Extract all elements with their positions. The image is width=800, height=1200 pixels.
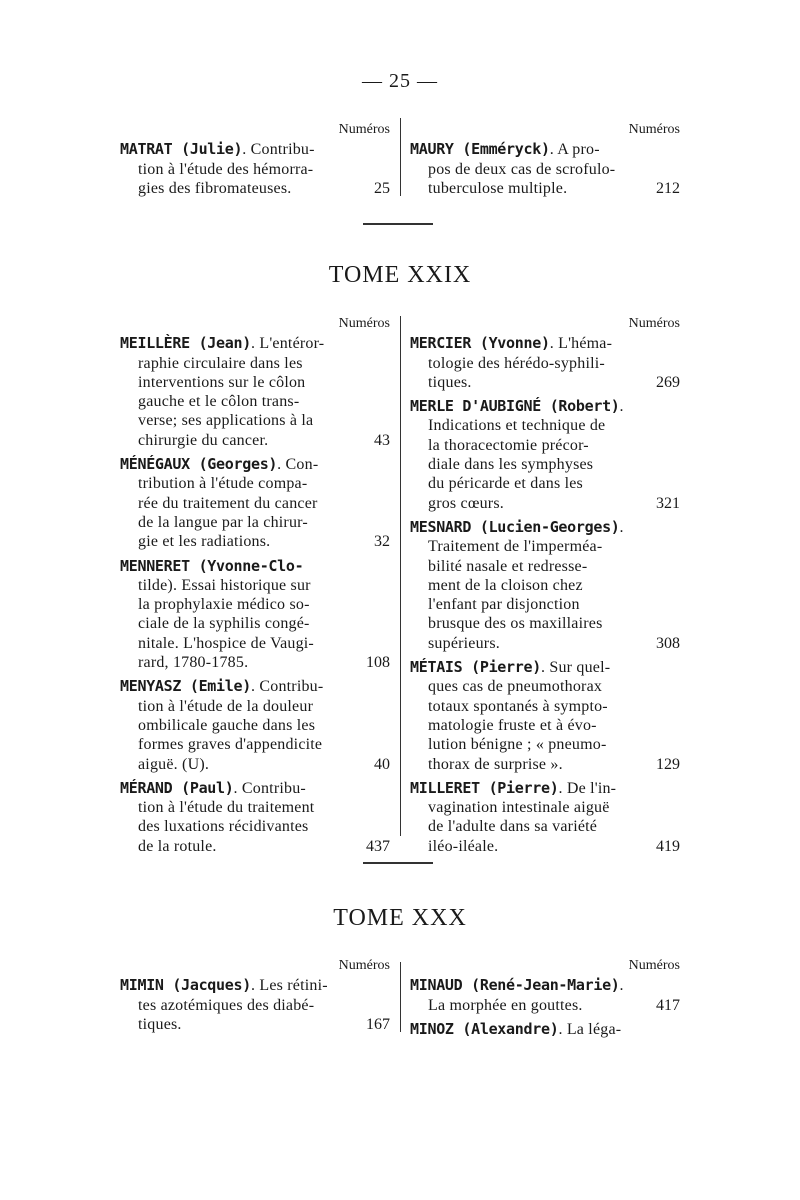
- entry-line: [120, 817, 390, 836]
- entry-first-line: [120, 677, 390, 696]
- column-top-left: [120, 120, 390, 203]
- author-name: MÉNÉGAUX (Georges): [120, 455, 278, 474]
- entry-line: [120, 755, 390, 774]
- entry-number: 212: [656, 179, 680, 197]
- entry-first-line: [120, 557, 390, 576]
- entry-text: raphie circulaire dans les: [138, 354, 303, 372]
- entry-line: [410, 595, 680, 614]
- entry-first-line: [410, 334, 680, 353]
- column-xxx-right: [410, 956, 680, 1044]
- entry-text: . La léga-: [558, 1020, 622, 1038]
- entry-line: [410, 179, 680, 198]
- entry-text: tion à l'étude de la douleur: [138, 697, 314, 715]
- entry-text: . De l'in-: [558, 779, 617, 797]
- entry-number: 321: [656, 494, 680, 512]
- entry-line: [120, 634, 390, 653]
- entry-text: La morphée en gouttes.: [428, 996, 583, 1014]
- entry-line: [410, 557, 680, 576]
- entry-text: nitale. L'hospice de Vaugi-: [138, 634, 314, 652]
- tome-xxx-title: TOME XXX: [333, 905, 467, 931]
- index-entry: [120, 455, 390, 551]
- entry-text: bilité nasale et redresse-: [428, 557, 588, 575]
- entry-line: [410, 735, 680, 754]
- entry-first-line: [410, 658, 680, 677]
- entry-line: [410, 474, 680, 493]
- index-entry: [410, 334, 680, 392]
- author-name: MIMIN (Jacques): [120, 976, 251, 995]
- entry-text: tiques.: [138, 1015, 182, 1033]
- section-divider-1: [363, 223, 433, 225]
- entry-text: lution bénigne ; « pneumo-: [428, 736, 607, 754]
- entry-text: . Contribu-: [242, 141, 315, 159]
- entry-number: 43: [374, 431, 390, 449]
- entry-text: de la langue par la chirur-: [138, 513, 308, 531]
- entry-line: [120, 735, 390, 754]
- entry-text: matologie fruste et à évo-: [428, 716, 597, 734]
- column-divider-xxix: [400, 316, 401, 836]
- index-entry: [410, 658, 680, 774]
- entry-line: [410, 160, 680, 179]
- numeros-header: Numéros: [338, 316, 390, 331]
- entry-number: 108: [366, 654, 390, 672]
- entry-text: .: [619, 398, 624, 416]
- entry-text: tilde). Essai historique sur: [138, 576, 311, 594]
- numeros-header: Numéros: [628, 958, 680, 973]
- author-name: MILLERET (Pierre): [410, 778, 559, 797]
- author-name: MÉTAIS (Pierre): [410, 658, 541, 677]
- entry-text: .: [619, 977, 624, 995]
- numeros-header: Numéros: [628, 122, 680, 137]
- author-name: MERCIER (Yvonne): [410, 334, 550, 353]
- entry-text: gros cœurs.: [428, 494, 504, 512]
- entry-text: diale dans les symphyses: [428, 456, 594, 474]
- entry-text: rard, 1780-1785.: [138, 654, 249, 672]
- entry-number: 269: [656, 373, 680, 391]
- entry-text: ombilicale gauche dans les: [138, 716, 316, 734]
- numeros-header: Numéros: [628, 316, 680, 331]
- entry-first-line: [120, 140, 390, 159]
- index-entry: [120, 779, 390, 856]
- entry-number: 419: [656, 837, 680, 855]
- column-top-right: [410, 120, 680, 203]
- entry-text: . Contribu-: [250, 678, 324, 696]
- entry-line: [410, 373, 680, 392]
- entry-line: [120, 595, 390, 614]
- entry-line: [120, 576, 390, 595]
- entry-text: ques cas de pneumothorax: [428, 678, 603, 696]
- column-xxx-left: [120, 956, 390, 1039]
- entry-first-line: [120, 334, 390, 353]
- numeros-header: Numéros: [338, 122, 390, 137]
- entry-text: ciale de la syphilis congé-: [138, 615, 310, 633]
- entry-text: iléo-iléale.: [428, 837, 499, 855]
- entry-line: [120, 431, 390, 450]
- entry-first-line: [120, 779, 390, 798]
- author-name: MATRAT (Julie): [120, 140, 243, 159]
- entry-text: interventions sur le côlon: [138, 373, 306, 391]
- entry-text: tion à l'étude du traitement: [138, 799, 315, 817]
- entry-line: [120, 474, 390, 493]
- index-entry: [410, 397, 680, 513]
- entry-line: [410, 755, 680, 774]
- entry-line: [410, 455, 680, 474]
- entry-first-line: [410, 397, 680, 416]
- index-entry: [410, 1020, 680, 1039]
- entry-line: [410, 436, 680, 455]
- entry-number: 40: [374, 755, 390, 773]
- entry-text: Traitement de l'imperméa-: [428, 538, 603, 556]
- entry-line: [410, 614, 680, 633]
- entry-text: totaux spontanés à sympto-: [428, 697, 608, 715]
- entry-line: [410, 716, 680, 735]
- tome-xxix-title: TOME XXIX: [328, 262, 472, 288]
- entry-text: . Con-: [277, 456, 319, 474]
- entry-number: 417: [656, 996, 680, 1014]
- numeros-header: Numéros: [338, 958, 390, 973]
- index-entry: [410, 140, 680, 198]
- entry-text: .: [619, 518, 624, 536]
- entry-text: ment de la cloison chez: [428, 576, 583, 594]
- author-name: MERLE D'AUBIGNÉ (Robert): [410, 397, 620, 416]
- entry-text: la thoracectomie précor-: [428, 436, 589, 454]
- entry-line: [120, 532, 390, 551]
- entry-text: des luxations récidivantes: [138, 818, 309, 836]
- entry-text: . L'entéror-: [250, 335, 325, 353]
- entry-text: la prophylaxie médico so-: [138, 596, 310, 614]
- entry-text: de l'adulte dans sa variété: [428, 818, 598, 836]
- entry-line: [120, 1015, 390, 1034]
- entry-text: . Sur quel-: [540, 659, 611, 677]
- entry-line: [120, 697, 390, 716]
- entry-line: [410, 677, 680, 696]
- entry-number: 25: [374, 179, 390, 197]
- entry-first-line: [120, 976, 390, 995]
- entry-line: [120, 996, 390, 1015]
- index-entry: [410, 976, 680, 1015]
- entry-number: 32: [374, 533, 390, 551]
- entry-text: tribution à l'étude compa-: [138, 475, 308, 493]
- author-name: MEILLÈRE (Jean): [120, 334, 251, 353]
- author-name: MENNERET (Yvonne-Clo-: [120, 556, 304, 575]
- entry-number: 129: [656, 755, 680, 773]
- author-name: MINAUD (René-Jean-Marie): [410, 976, 620, 995]
- entry-line: [120, 716, 390, 735]
- entry-first-line: [120, 455, 390, 474]
- entry-line: [120, 373, 390, 392]
- entry-text: gauche et le côlon trans-: [138, 393, 300, 411]
- index-entry: [120, 557, 390, 673]
- entry-text: . L'héma-: [549, 335, 613, 353]
- entry-text: verse; ses applications à la: [138, 412, 314, 430]
- entry-text: gie et les radiations.: [138, 533, 271, 551]
- entry-text: tiques.: [428, 373, 472, 391]
- column-xxix-right: [410, 314, 680, 861]
- entry-text: brusque des os maxillaires: [428, 615, 603, 633]
- entry-text: chirurgie du cancer.: [138, 431, 269, 449]
- entry-text: gies des fibromateuses.: [138, 179, 292, 197]
- entry-number: 437: [366, 837, 390, 855]
- entry-line: [120, 354, 390, 373]
- entry-first-line: [410, 976, 680, 995]
- entry-text: Indications et technique de: [428, 417, 606, 435]
- entry-line: [410, 798, 680, 817]
- entry-first-line: [410, 140, 680, 159]
- entry-text: tuberculose multiple.: [428, 179, 568, 197]
- entry-line: [410, 634, 680, 653]
- entry-first-line: [410, 1020, 680, 1039]
- entry-line: [120, 614, 390, 633]
- entry-line: [120, 513, 390, 532]
- entry-line: [120, 160, 390, 179]
- index-entry: [120, 976, 390, 1034]
- entry-text: thorax de surprise ».: [428, 755, 563, 773]
- entry-line: [120, 392, 390, 411]
- index-entry: [120, 677, 390, 773]
- entry-text: rée du traitement du cancer: [138, 494, 318, 512]
- entry-first-line: [410, 779, 680, 798]
- entry-text: du péricarde et dans les: [428, 475, 583, 493]
- entry-number: 308: [656, 634, 680, 652]
- entry-text: tologie des hérédo-syphili-: [428, 354, 605, 372]
- entry-line: [120, 179, 390, 198]
- entry-line: [410, 576, 680, 595]
- entry-text: de la rotule.: [138, 837, 217, 855]
- author-name: MINOZ (Alexandre): [410, 1019, 559, 1038]
- entry-line: [410, 494, 680, 513]
- entry-text: . Contribu-: [233, 779, 306, 797]
- entry-line: [410, 354, 680, 373]
- entry-line: [410, 416, 680, 435]
- author-name: MAURY (Emméryck): [410, 140, 550, 159]
- entry-line: [410, 817, 680, 836]
- author-name: MENYASZ (Emile): [120, 677, 251, 696]
- entry-text: supérieurs.: [428, 634, 500, 652]
- entry-text: pos de deux cas de scrofulo-: [428, 160, 616, 178]
- entry-text: tes azotémiques des diabé-: [138, 996, 315, 1014]
- section-divider-2: [363, 862, 433, 864]
- entry-number: 167: [366, 1015, 390, 1033]
- entry-line: [410, 837, 680, 856]
- entry-text: tion à l'étude des hémorra-: [138, 160, 314, 178]
- entry-line: [120, 837, 390, 856]
- index-entry: [410, 779, 680, 856]
- column-divider-xxx: [400, 962, 401, 1032]
- index-entry: [120, 140, 390, 198]
- entry-line: [120, 494, 390, 513]
- entry-text: vagination intestinale aiguë: [428, 799, 610, 817]
- index-entry: [120, 334, 390, 450]
- column-xxix-left: [120, 314, 390, 861]
- entry-line: [120, 798, 390, 817]
- entry-line: [120, 653, 390, 672]
- entry-text: aiguë. (U).: [138, 755, 210, 773]
- author-name: MESNARD (Lucien-Georges): [410, 517, 620, 536]
- entry-text: formes graves d'appendicite: [138, 736, 323, 754]
- entry-line: [120, 411, 390, 430]
- entry-text: l'enfant par disjonction: [428, 596, 580, 614]
- entry-first-line: [410, 518, 680, 537]
- entry-line: [410, 996, 680, 1015]
- index-entry: [410, 518, 680, 653]
- entry-line: [410, 697, 680, 716]
- entry-text: . Les rétini-: [250, 977, 328, 995]
- author-name: MÉRAND (Paul): [120, 778, 234, 797]
- column-divider-top: [400, 118, 401, 196]
- entry-text: . A pro-: [549, 141, 600, 159]
- page-number: — 25 —: [362, 70, 438, 92]
- entry-line: [410, 537, 680, 556]
